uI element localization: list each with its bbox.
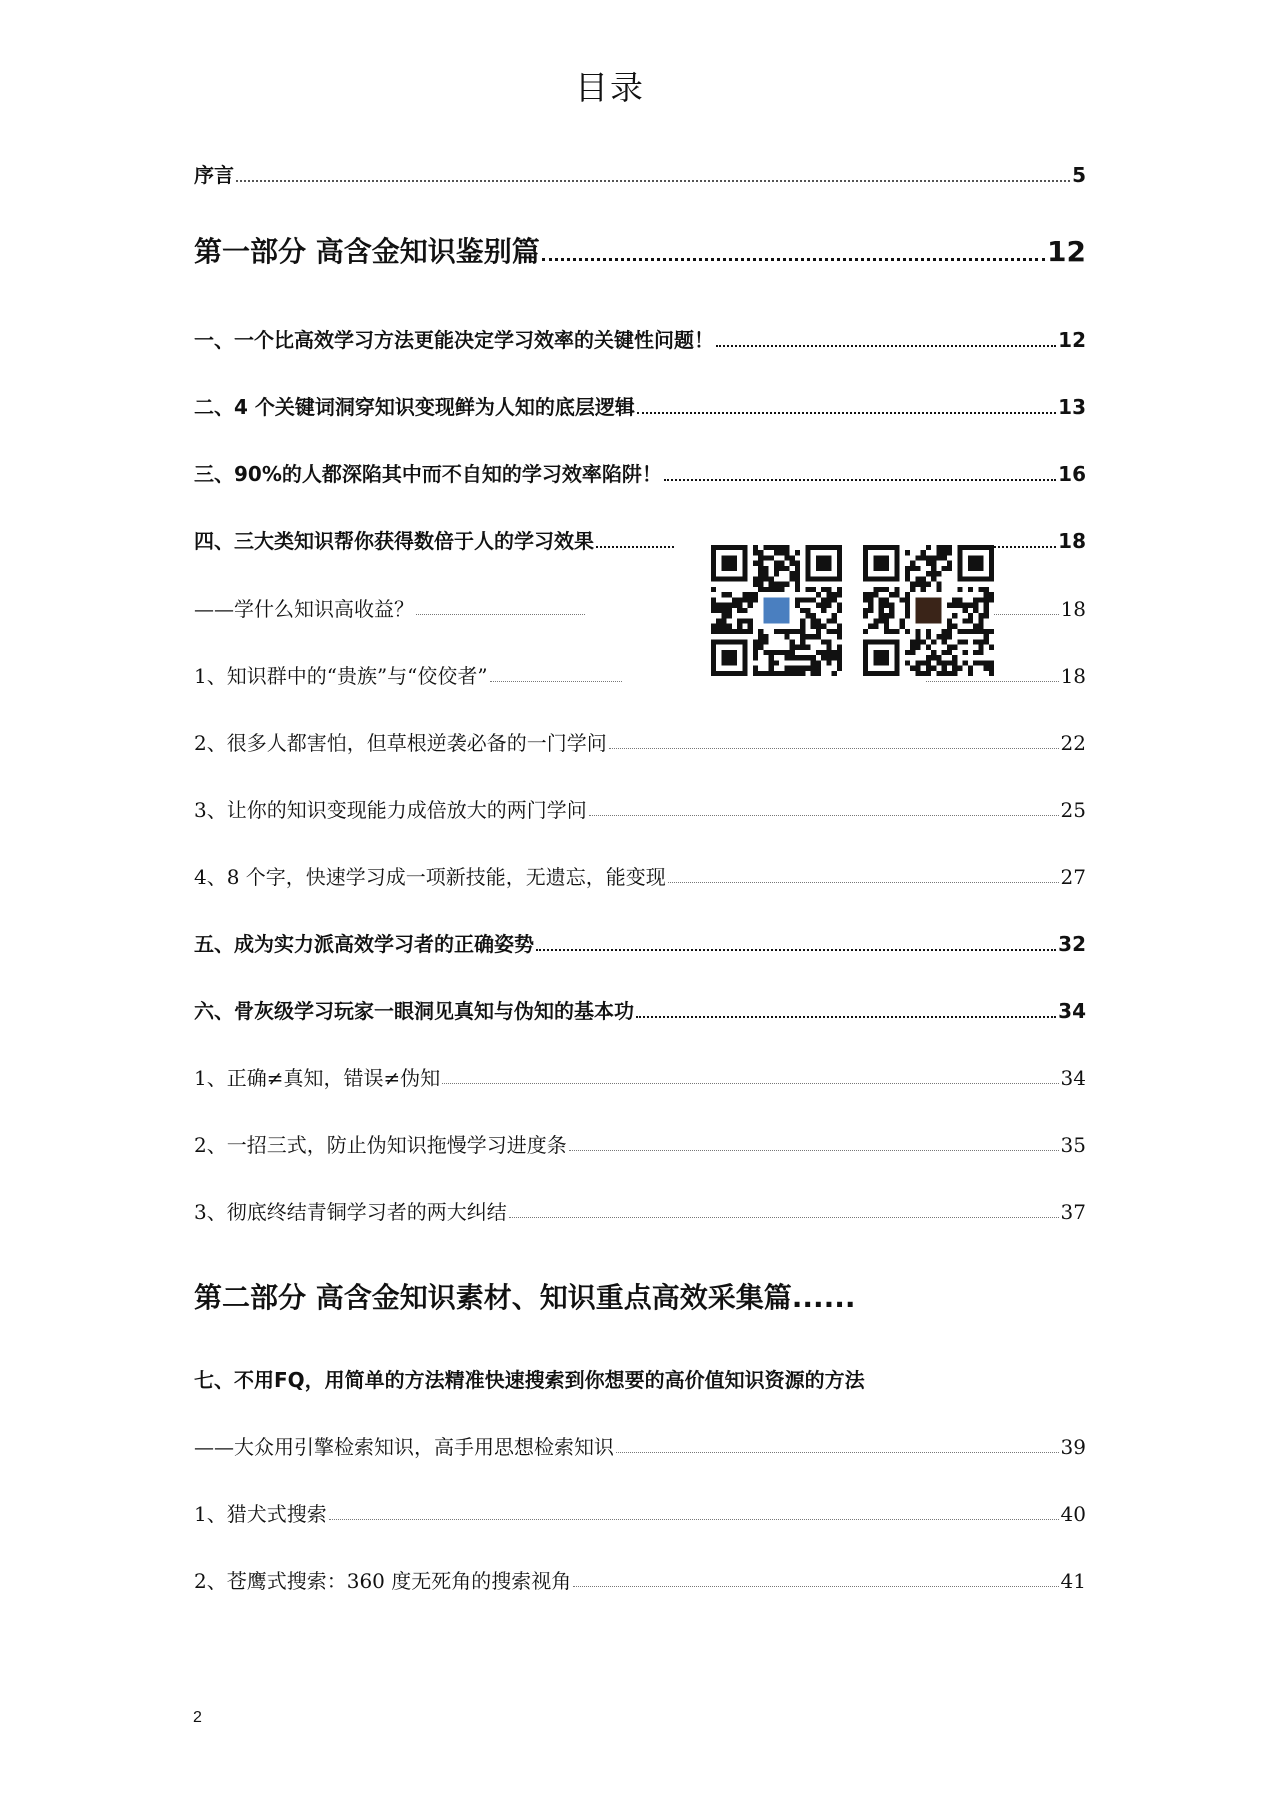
toc-leader-dots	[573, 1585, 1058, 1587]
toc-entry-label: 1、正确≠真知，错误≠伪知	[194, 1066, 441, 1090]
toc-leader-dots	[637, 411, 1056, 414]
toc-entry-label: 七、不用FQ，用简单的方法精准快速搜索到你想要的高价值知识资源的方法	[194, 1368, 865, 1392]
toc-entry-page: 5	[1072, 163, 1086, 187]
toc-leader-dots	[509, 1216, 1059, 1218]
toc-entry-label: 1、猎犬式搜索	[194, 1502, 327, 1526]
toc-leader-dots	[542, 257, 1045, 261]
toc-leader-dots	[236, 179, 1070, 182]
toc-entry-label: ——大众用引擎检索知识，高手用思想检索知识	[194, 1435, 614, 1459]
toc-entry-section-7-2[interactable]	[194, 1570, 1086, 1593]
toc-entry-page: 18	[1058, 529, 1086, 553]
toc-entry-chapter-3[interactable]	[194, 463, 1086, 486]
qr-code-icon[interactable]	[711, 545, 842, 676]
toc-entry-label: 三、90%的人都深陷其中而不自知的学习效率陷阱！	[194, 462, 662, 486]
toc-entry-chapter-5[interactable]	[194, 933, 1086, 956]
toc-entry-label: 六、骨灰级学习玩家一眼洞见真知与伪知的基本功	[194, 999, 634, 1023]
toc-entry-page: 37	[1060, 1200, 1086, 1224]
toc-entry-label: 第一部分 高含金知识鉴别篇	[194, 235, 540, 268]
toc-entry-section-4-2[interactable]	[194, 732, 1086, 755]
toc-entry-page: 39	[1060, 1435, 1086, 1459]
toc-entry-page: 25	[1060, 798, 1086, 822]
toc-entry-page: 12	[1058, 328, 1086, 352]
toc-entry-part-1[interactable]	[194, 236, 1086, 268]
page-title: 目录	[575, 68, 645, 107]
toc-leader-dots	[589, 814, 1059, 816]
toc-entry-page: 27	[1060, 865, 1086, 889]
toc-entry-page: 18	[1060, 597, 1087, 621]
toc-entry-section-4-3[interactable]	[194, 799, 1086, 822]
toc-entry-section-4-4[interactable]	[194, 866, 1086, 889]
toc-entry-label: ——学什么知识高收益？	[194, 597, 414, 621]
toc-leader-dots	[569, 1149, 1059, 1151]
toc-leader-dots	[490, 680, 622, 682]
toc-entry-chapter-7[interactable]	[194, 1369, 1086, 1392]
toc-leader-dots	[329, 1518, 1059, 1520]
toc-entry-page: 16	[1058, 462, 1086, 486]
toc-entry-label: 2、苍鹰式搜索：360 度无死角的搜索视角	[194, 1569, 572, 1593]
toc-entry-section-7-1[interactable]	[194, 1503, 1086, 1526]
toc-entry-preface[interactable]	[194, 164, 1086, 187]
toc-leader-dots	[716, 344, 1056, 347]
qr-code-right	[863, 545, 994, 676]
toc-entry-page: 34	[1060, 1066, 1086, 1090]
toc-entry-chapter-2[interactable]	[194, 396, 1086, 419]
toc-entry-subtitle-7[interactable]	[194, 1436, 1086, 1459]
toc-entry-chapter-6[interactable]	[194, 1000, 1086, 1023]
toc-entry-page: 32	[1058, 932, 1086, 956]
toc-entry-section-6-1[interactable]	[194, 1067, 1086, 1090]
toc-leader-dots	[926, 680, 1058, 682]
toc-entry-label: 二、4 个关键词洞穿知识变现鲜为人知的底层逻辑	[194, 395, 635, 419]
toc-entry-section-6-2[interactable]	[194, 1134, 1086, 1157]
toc-entry-label: 序言	[194, 163, 234, 187]
toc-entry-part-2[interactable]	[194, 1282, 1086, 1314]
toc-leader-dots	[442, 1082, 1058, 1084]
toc-entry-label: 3、让你的知识变现能力成倍放大的两门学问	[194, 798, 587, 822]
toc-entry-section-6-3[interactable]	[194, 1201, 1086, 1224]
qr-code-icon[interactable]	[863, 545, 994, 676]
toc-leader-dots	[664, 478, 1056, 481]
toc-entry-label: 一、一个比高效学习方法更能决定学习效率的关键性问题！	[194, 328, 714, 352]
toc-entry-chapter-1[interactable]	[194, 329, 1086, 352]
toc-entry-page: 34	[1058, 999, 1086, 1023]
toc-entry-label: 第二部分 高含金知识素材、知识重点高效采集篇......	[194, 1281, 856, 1314]
toc-entry-label: 3、彻底终结青铜学习者的两大纠结	[194, 1200, 507, 1224]
toc-entry-page: 18	[1060, 664, 1087, 688]
toc-entry-label: 四、三大类知识帮你获得数倍于人的学习效果	[194, 529, 594, 553]
toc-leader-dots	[536, 948, 1056, 951]
toc-entry-label: 2、很多人都害怕，但草根逆袭必备的一门学问	[194, 731, 607, 755]
toc-entry-label: 五、成为实力派高效学习者的正确姿势	[194, 932, 534, 956]
qr-code-left	[711, 545, 842, 676]
toc-entry-label: 1、知识群中的“贵族”与“佼佼者”	[194, 664, 488, 688]
toc-entry-page: 40	[1060, 1502, 1086, 1526]
toc-leader-dots	[596, 545, 674, 548]
toc-leader-dots	[668, 881, 1059, 883]
toc-leader-dots	[609, 747, 1059, 749]
toc-entry-page: 41	[1060, 1569, 1086, 1593]
toc-entry-page: 12	[1047, 235, 1086, 268]
toc-entry-page: 13	[1058, 395, 1086, 419]
toc-leader-dots	[616, 1451, 1059, 1453]
toc-leader-dots	[416, 613, 585, 615]
toc-entry-label: 2、一招三式，防止伪知识拖慢学习进度条	[194, 1133, 567, 1157]
toc-entry-page: 35	[1060, 1133, 1086, 1157]
toc-leader-dots	[636, 1015, 1056, 1018]
toc-entry-label: 4、8 个字，快速学习成一项新技能，无遗忘，能变现	[194, 865, 666, 889]
page-number: 2	[193, 1709, 202, 1726]
toc-entry-page: 22	[1060, 731, 1086, 755]
